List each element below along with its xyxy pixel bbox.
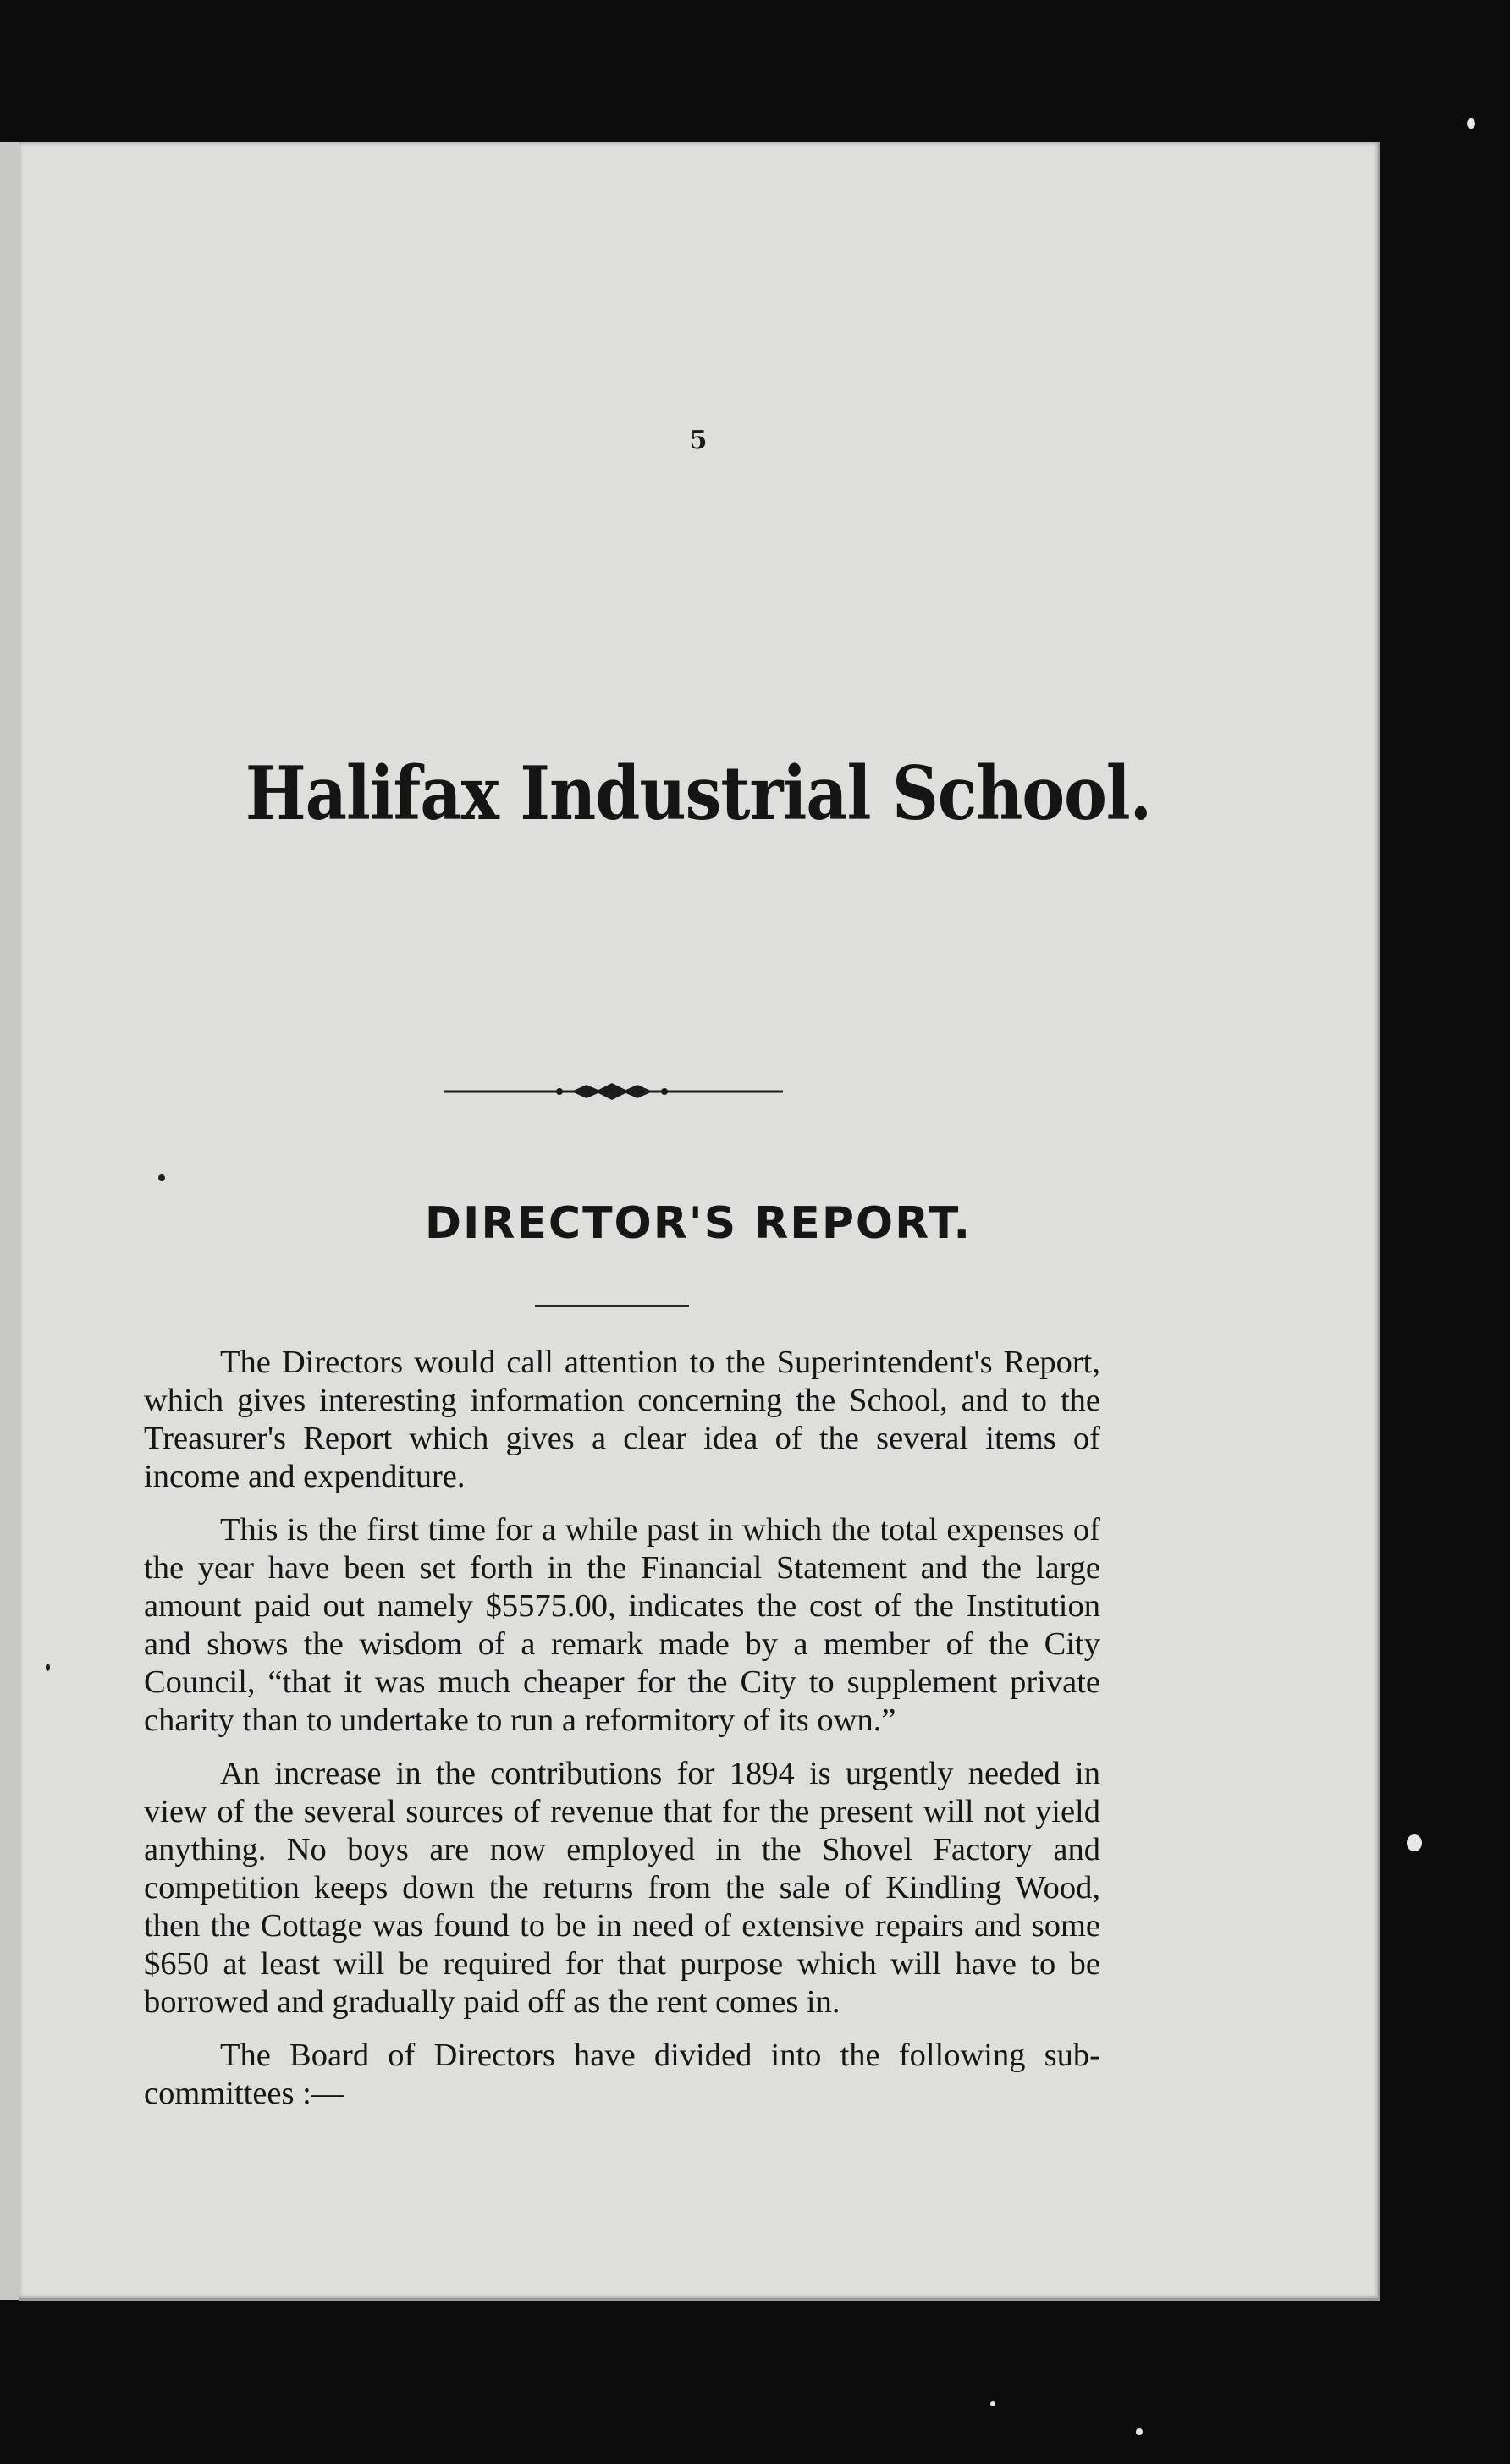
ink-dot xyxy=(158,1174,165,1181)
previous-page-edge xyxy=(0,142,20,2300)
document-page xyxy=(19,142,1380,2301)
report-heading: DIRECTOR'S REPORT. xyxy=(424,1198,973,1249)
dust-speck xyxy=(1467,118,1475,129)
dust-speck xyxy=(1407,1834,1422,1851)
ornament-divider xyxy=(444,1080,783,1103)
report-body xyxy=(144,1344,1100,2128)
dust-speck xyxy=(1136,2428,1143,2435)
paragraph-4: The Board of Directors have divided into the following sub-committees :— xyxy=(144,2038,1100,2111)
ink-dot xyxy=(46,1664,50,1671)
page-number: 5 xyxy=(689,426,708,455)
dust-speck xyxy=(990,2401,995,2406)
paragraph-2: This is the first time for a while past in which the total expenses of the year have been set forth in the Financial Statement and the large amount paid out namely $5575.00, indicates the cost of the Institution and shows the wisdom of a remark made by a member of the City Council, “that it was much cheaper for the City to supplement private charity than to undertake to run a reformitory of its own.” xyxy=(144,1512,1100,1738)
heading-rule xyxy=(535,1305,689,1307)
paragraph-1: The Directors would call attention to the Superintendent's Report, which gives interesting information concerning the School, and to the Treasurer's Report which gives a clear idea of the several items of income and expenditure. xyxy=(144,1345,1100,1494)
school-title: Halifax Industrial School. xyxy=(245,750,1152,837)
paragraph-3: An increase in the contributions for 1894 is urgently needed in view of the several sources of revenue that for the present will not yield anything. No boys are now employed in the Shovel Factory and competition keeps down the returns from the sale of Kindling Wood, then the Cottage was found to be in need of extensive repairs and some $650 at least will be required for that purpose which will have to be borrowed and gradually paid off as the rent comes in. xyxy=(144,1756,1100,2020)
